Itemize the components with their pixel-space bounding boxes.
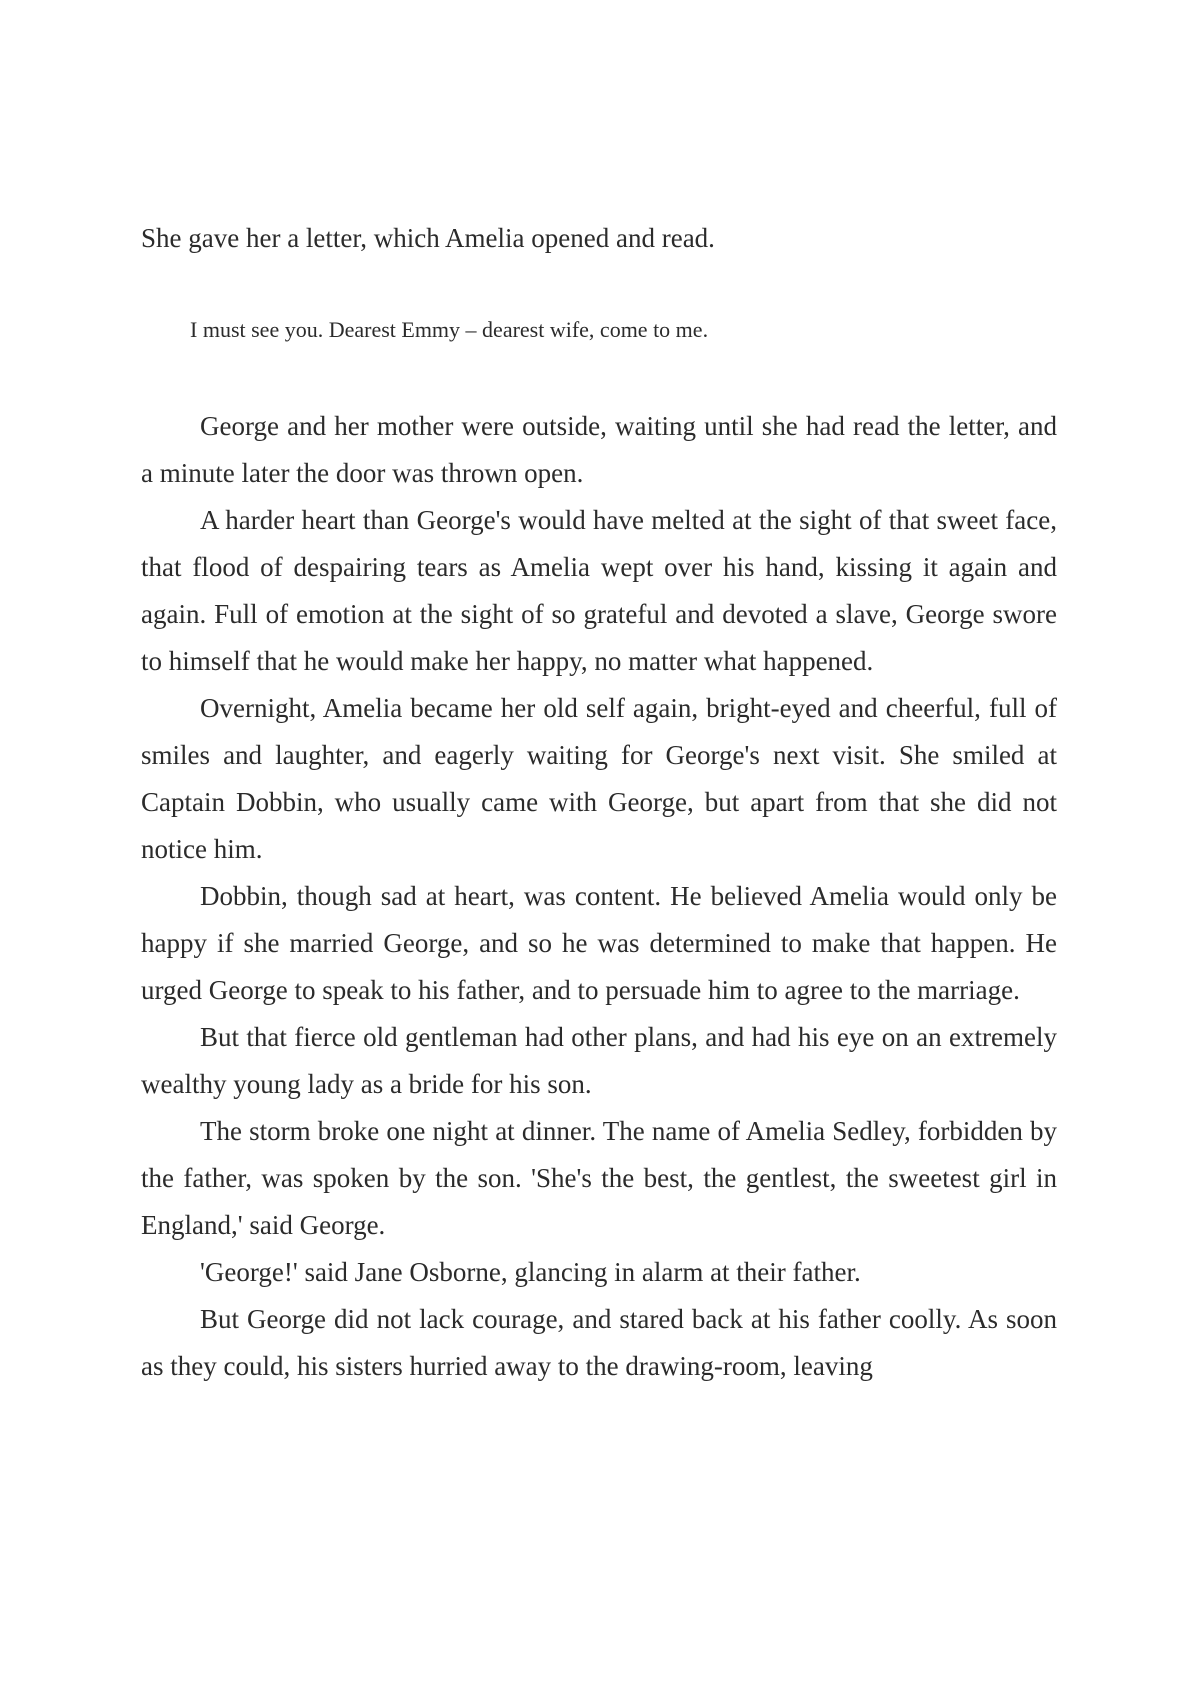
paragraph: But George did not lack courage, and stared back at his father coolly. As soon as they could, his sisters hurried away to the drawing-room, leaving — [141, 1304, 1057, 1381]
paragraph: Overnight, Amelia became her old self again, bright-eyed and cheerful, full of smiles and laughter, and eagerly waiting for George's next visit. She smiled at Captain Dobbin, who usually came with George, but apart from that she did not notice him. — [141, 693, 1057, 864]
paragraph: George and her mother were outside, waiting until she had read the letter, and a minute later the door was thrown open. — [141, 411, 1057, 488]
paragraph: Dobbin, though sad at heart, was content. He believed Amelia would only be happy if she married George, and so he was determined to make that happen. He urged George to speak to his father, and to persuade him to agree to the marriage. — [141, 881, 1057, 1005]
paragraph: A harder heart than George's would have melted at the sight of that sweet face, that flood of despairing tears as Amelia wept over his hand, kissing it again and again. Full of emotion at the sight of so grateful and devoted a slave, George swore to himself that he would make her happy, no matter what happened. — [141, 505, 1057, 676]
letter-text: I must see you. Dearest Emmy – dearest wife, come to me. — [190, 317, 709, 342]
body-text — [141, 403, 1057, 1390]
paragraph: But that fierce old gentleman had other plans, and had his eye on an extremely wealthy young lady as a bride for his son. — [141, 1022, 1057, 1099]
opening-line: She gave her a letter, which Amelia opened and read. — [141, 223, 715, 253]
paragraph: 'George!' said Jane Osborne, glancing in alarm at their father. — [200, 1257, 861, 1287]
paragraph: The storm broke one night at dinner. The name of Amelia Sedley, forbidden by the father, was spoken by the son. 'She's the best, the gentlest, the sweetest girl in England,' said George. — [141, 1116, 1057, 1240]
